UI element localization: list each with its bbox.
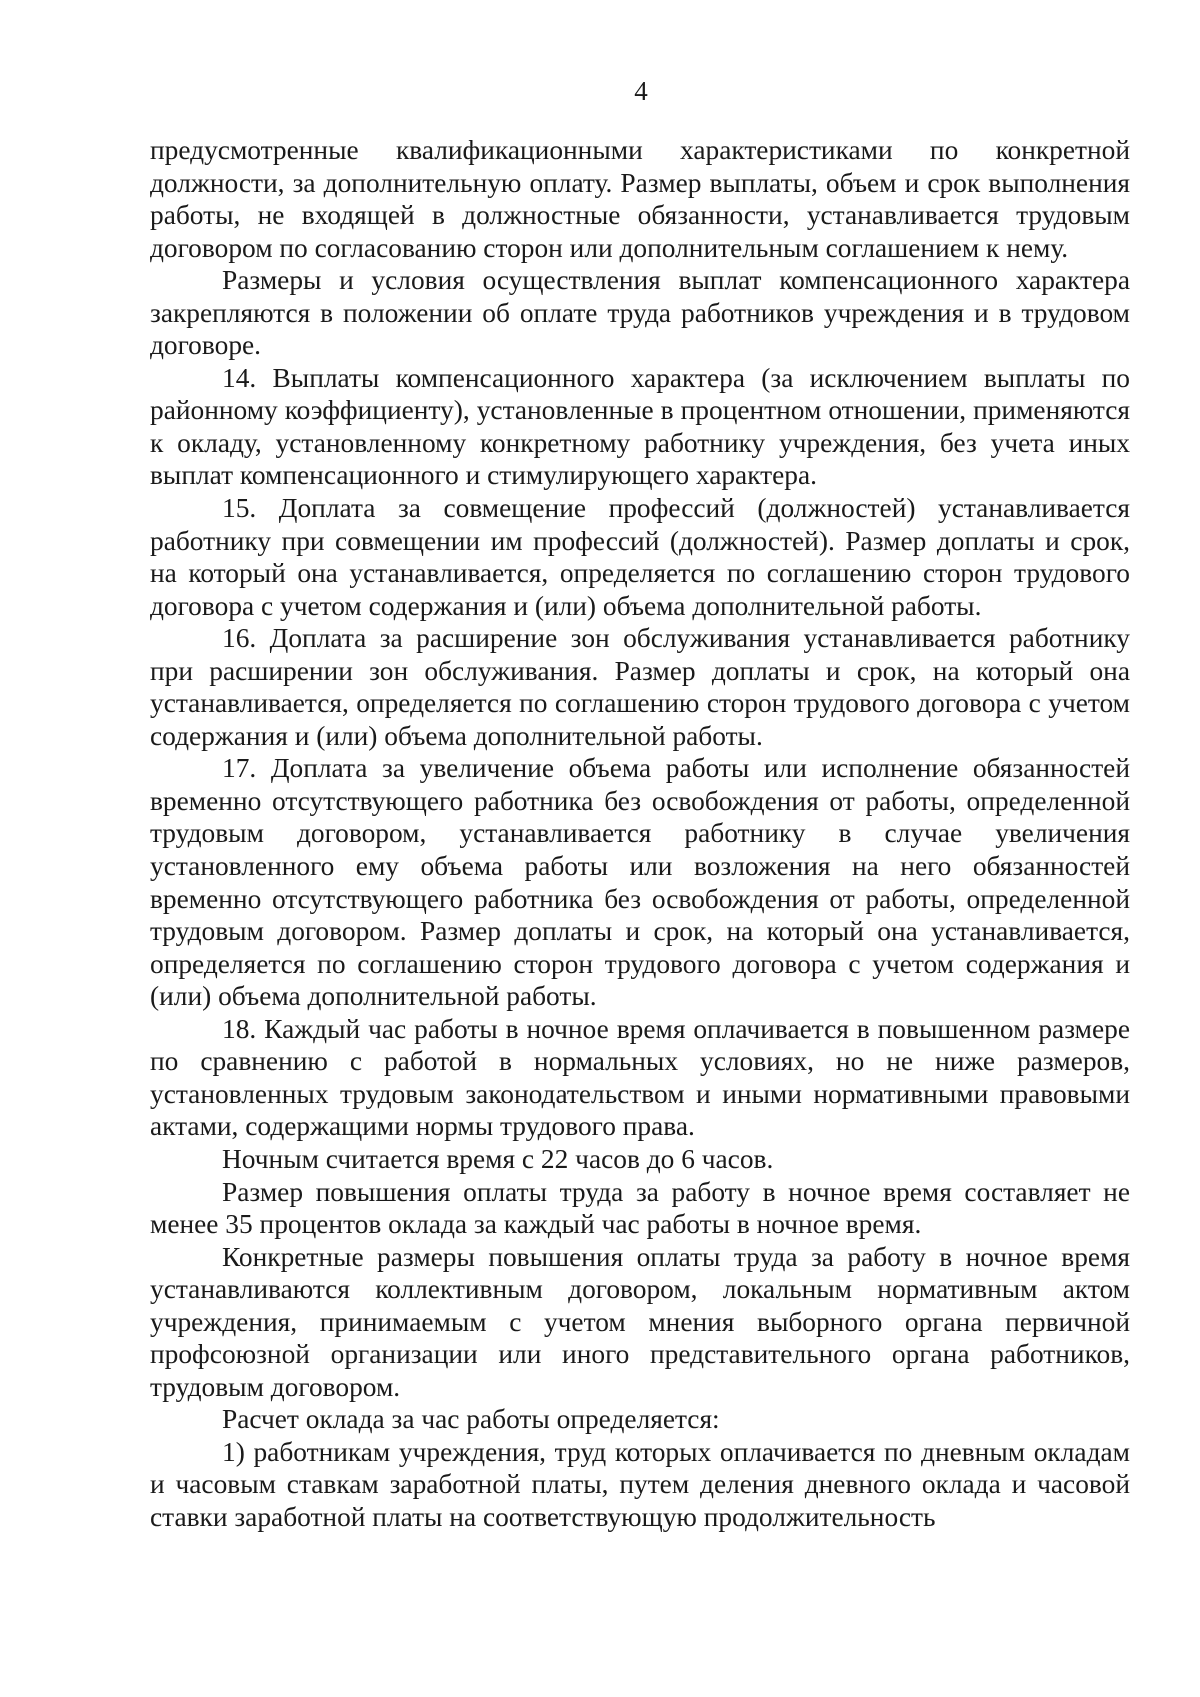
paragraph-item-14: 14. Выплаты компенсационного характера (за исключением выплаты по районному коэффициенту), установленные в процентном отношении, применяются к окладу, установленному конкретному работнику учреждения, без учета иных выплат компенсационного и стимулирующего характера.: [150, 362, 1130, 491]
paragraph-item-18: 18. Каждый час работы в ночное время оплачивается в повышенном размере по сравнению с работой в нормальных условиях, но не ниже размеров, установленных трудовым законодательством и иными нормативными правовыми актами, содержащими нормы трудового права.: [150, 1013, 1130, 1142]
document-body: [150, 134, 1130, 1534]
paragraph-item-15: 15. Доплата за совмещение профессий (должностей) устанавливается работнику при совмещении им профессий (должностей). Размер доплаты и срок, на который она устанавливается, определяется по соглашению сторон трудового договора с учетом содержания и (или) объема дополнительной работы.: [150, 493, 1130, 621]
paragraph: Размеры и условия осуществления выплат компенсационного характера закрепляются в положении об оплате труда работников учреждения и в трудовом договоре.: [150, 265, 1130, 361]
paragraph: Ночным считается время с 22 часов до 6 часов.: [222, 1143, 774, 1174]
paragraph: Расчет оклада за час работы определяется:: [222, 1404, 720, 1435]
paragraph: Конкретные размеры повышения оплаты труда за работу в ночное время устанавливаются коллективным договором, локальным нормативным актом учреждения, принимаемым с учетом мнения выборного органа первичной профсоюзной организации или иного представительного органа работников, трудовым договором.: [150, 1241, 1130, 1402]
paragraph: предусмотренные квалификационными характеристиками по конкретной должности, за дополнительную оплату. Размер выплаты, объем и срок выполнения работы, не входящей в должностные обязанности, устанавливается трудовым договором по согласованию сторон или дополнительным соглашением к нему.: [150, 135, 1130, 263]
paragraph-subitem-1: 1) работникам учреждения, труд которых оплачивается по дневным окладам и часовым ставкам заработной платы, путем деления дневного оклада и часовой ставки заработной платы на соответствующую продолжительность: [150, 1436, 1130, 1532]
paragraph-item-17: 17. Доплата за увеличение объема работы или исполнение обязанностей временно отсутствующего работника без освобождения от работы, определенной трудовым договором, устанавливается работнику в случае увеличения установленного ему объема работы или возложения на него обязанностей временно отсутствующего работника без освобождения от работы, определенной трудовым договором. Размер доплаты и срок, на который она устанавливается, определяется по соглашению сторон трудового договора с учетом содержания и (или) объема дополнительной работы.: [150, 753, 1130, 1012]
page-number: 4: [634, 76, 648, 106]
paragraph-item-16: 16. Доплата за расширение зон обслуживания устанавливается работнику при расширении зон обслуживания. Размер доплаты и срок, на который она устанавливается, определяется по соглашению сторон трудового договора с учетом содержания и (или) объема дополнительной работы.: [150, 623, 1130, 751]
paragraph: Размер повышения оплаты труда за работу в ночное время составляет не менее 35 процентов оклада за каждый час работы в ночное время.: [150, 1176, 1130, 1240]
